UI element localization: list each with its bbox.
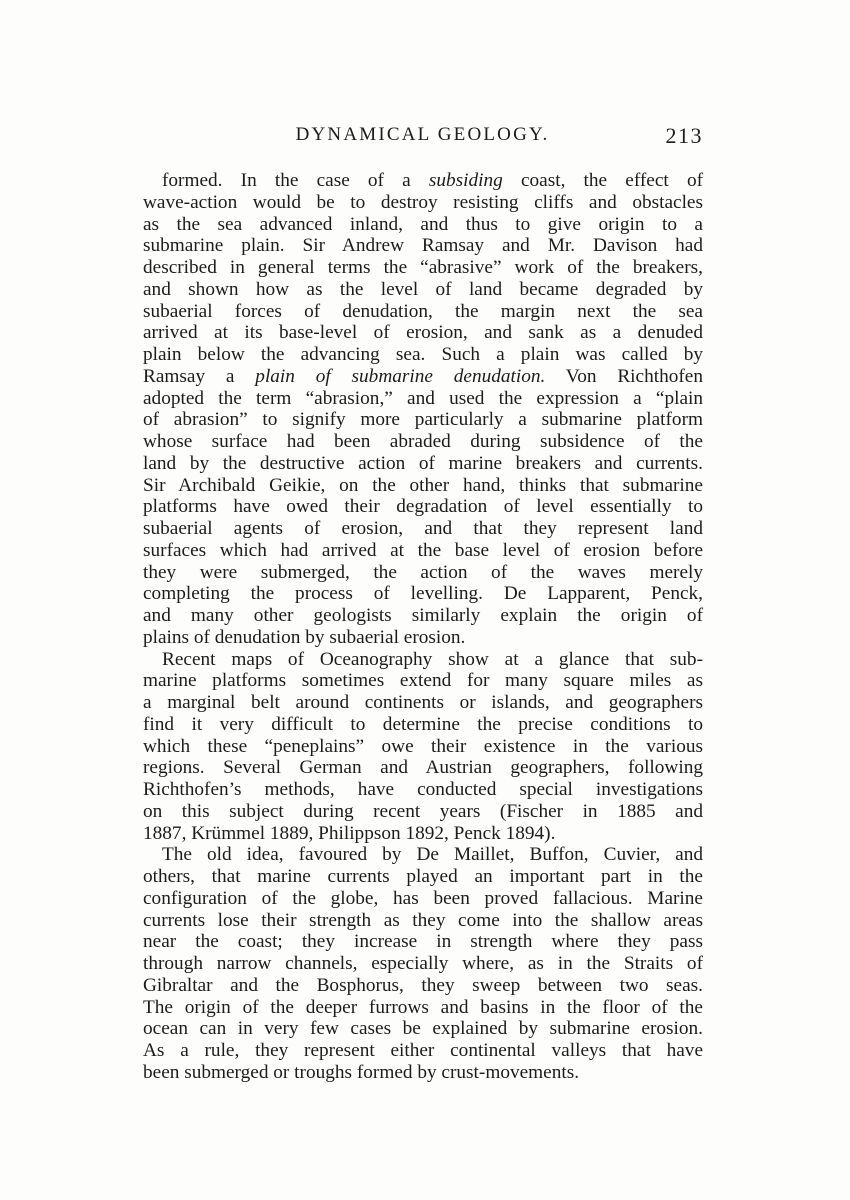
text-run: Sir Archibald Geikie, on the other hand, thinks that submarine [143,474,703,496]
paragraph [143,170,703,649]
text-line [143,540,703,562]
italic-text-run: plain of submarine denudation. [255,365,546,387]
text-run: others, that marine currents played an important part in the [143,866,703,887]
text-line [143,518,703,540]
text-line [143,192,703,214]
text-run: As a rule, they represent either continental valleys that have [143,1040,703,1061]
text-line [143,366,703,388]
paragraph [143,844,703,1083]
text-run: plain below the advancing sea. Such a plain was called by [143,344,703,365]
text-run: near the coast; they increase in strength where they pass [143,931,703,953]
text-run: which these “peneplains” owe their existence in the various [143,735,703,757]
text-line [143,496,703,518]
text-run: wave-action would be to destroy resisting cliffs and obstacles [143,191,703,213]
text-line [143,409,703,431]
text-line [143,931,703,953]
text-line [143,757,703,779]
text-run: Richthofen’s methods, have conducted special investigations [143,779,703,800]
text-run: coast, the effect of [502,170,703,191]
text-run: find it very difficult to determine the precise conditions to [143,713,703,735]
text-line [143,910,703,932]
text-run: they were submerged, the action of the waves merely [143,561,703,583]
text-line [143,736,703,758]
body-text [143,170,703,1084]
text-line [143,431,703,453]
text-run: subaerial agents of erosion, and that they represent land [143,518,703,539]
text-run: formed. In the case of a [162,170,429,191]
text-line [143,670,703,692]
text-run: surfaces which had arrived at the base level of erosion before [143,539,703,561]
text-run: of abrasion” to signify more particularly a submarine platform [143,409,703,431]
text-run: The origin of the deeper furrows and basins in the floor of the [143,996,703,1018]
text-line [143,170,703,192]
text-line [143,279,703,301]
text-run: marine platforms sometimes extend for many square miles as [143,670,703,692]
text-line [143,823,703,845]
text-line [143,953,703,975]
text-line [143,475,703,497]
text-run: been submerged or troughs formed by crust-movements. [143,1061,580,1083]
text-run: ocean can in very few cases be explained by submarine erosion. [143,1018,703,1040]
text-run: Recent maps of Oceanography show at a glance that sub- [162,648,703,670]
paragraph [143,649,703,845]
text-run: Ramsay a [143,365,256,387]
text-line [143,1040,703,1062]
text-line [143,605,703,627]
text-line [143,214,703,236]
italic-text-run: subsiding [428,170,503,191]
text-line [143,257,703,279]
text-line [143,583,703,605]
text-run: described in general terms the “abrasive” work of the breakers, [143,257,703,278]
text-run: and many other geologists similarly explain the origin of [143,605,703,626]
text-line [143,1062,703,1084]
text-run: and shown how as the level of land became degraded by [143,278,703,300]
text-run: 1887, Krümmel 1889, Philippson 1892, Penck 1894). [143,822,556,844]
text-run: platforms have owed their degradation of level essentially to [143,496,703,518]
text-line [143,692,703,714]
text-run: plains of denudation by subaerial erosion. [143,626,466,648]
text-line [143,975,703,997]
text-run: currents lose their strength as they come into the shallow areas [143,909,703,931]
text-line [143,844,703,866]
text-run: on this subject during recent years (Fischer in 1885 and [143,800,703,822]
text-run: regions. Several German and Austrian geographers, following [143,757,703,779]
text-line [143,562,703,584]
text-line [143,235,703,257]
text-line [143,888,703,910]
text-run: arrived at its base-level of erosion, and sank as a denuded [143,322,703,344]
text-run: configuration of the globe, has been proved fallacious. Marine [143,887,703,909]
text-run: Gibraltar and the Bosphorus, they sweep between two seas. [143,974,703,996]
text-line [143,627,703,649]
text-run: land by the destructive action of marine breakers and currents. [143,452,703,474]
text-run: through narrow channels, especially where, as in the Straits of [143,953,703,974]
text-line [143,344,703,366]
text-run: adopted the term “abrasion,” and used the expression a “plain [143,387,703,409]
text-line [143,322,703,344]
page-number: 213 [665,123,703,148]
running-head [142,122,703,152]
text-line [143,1018,703,1040]
text-line [143,801,703,823]
text-run: as the sea advanced inland, and thus to give origin to a [143,213,703,235]
text-line [143,997,703,1019]
text-line [143,866,703,888]
text-run: whose surface had been abraded during subsidence of the [143,431,703,452]
text-line [143,301,703,323]
text-line [143,453,703,475]
text-run: a marginal belt around continents or islands, and geographers [143,692,703,713]
text-line [143,649,703,671]
text-run: Von Richthofen [545,365,703,387]
text-line [143,388,703,410]
text-run: The old idea, favoured by De Maillet, Buffon, Cuvier, and [162,844,703,866]
running-title: DYNAMICAL GEOLOGY. [295,124,550,145]
text-line [143,714,703,736]
text-run: submarine plain. Sir Andrew Ramsay and Mr. Davison had [143,235,703,257]
text-line [143,779,703,801]
text-run: completing the process of levelling. De Lapparent, Penck, [143,583,703,605]
text-run: subaerial forces of denudation, the margin next the sea [143,300,703,322]
